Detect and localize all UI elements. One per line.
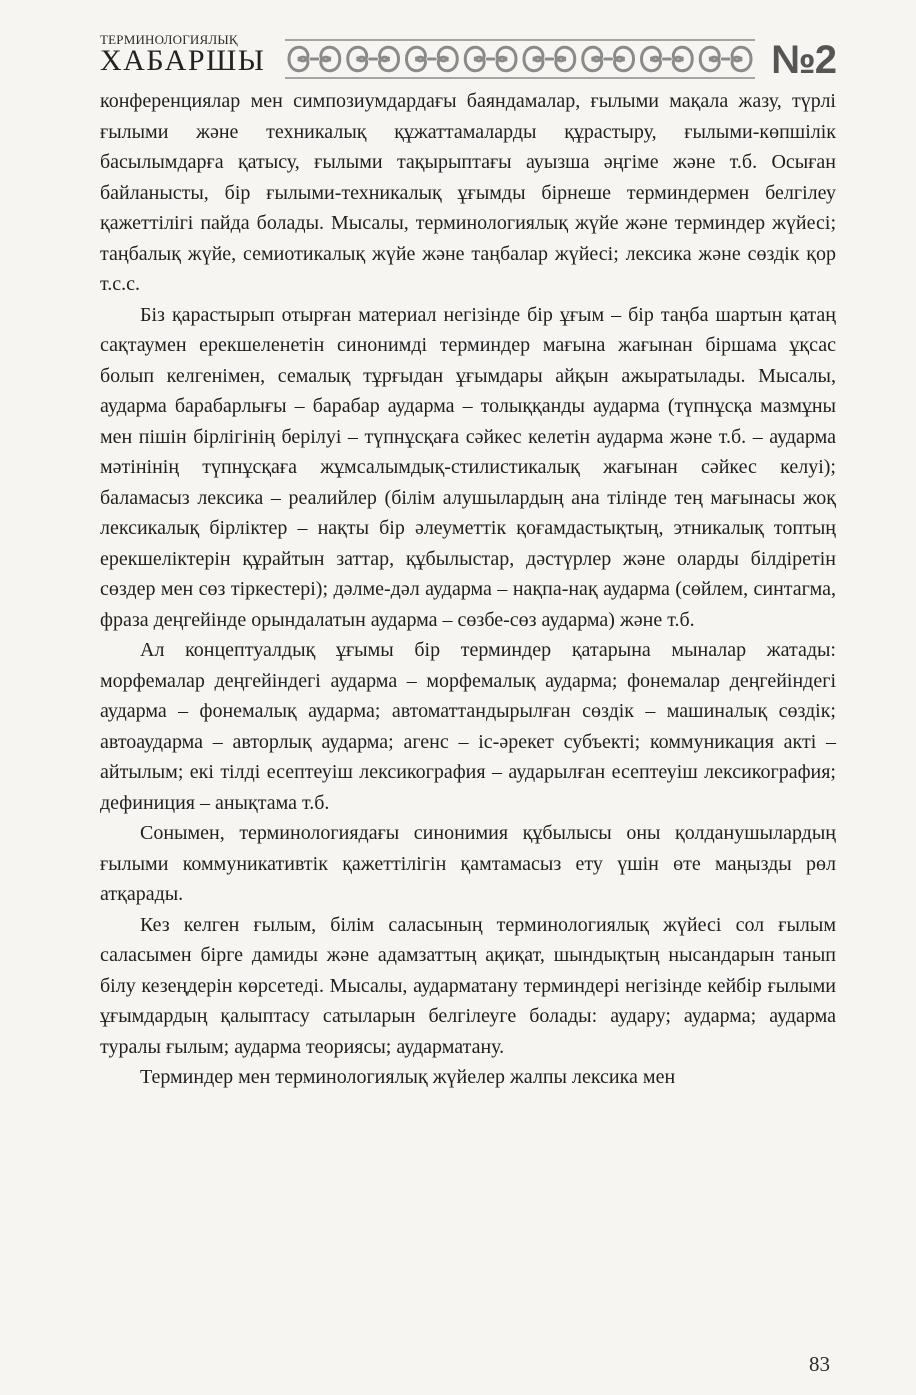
journal-title-small: ТЕРМИНОЛОГИЯЛЫҚ xyxy=(100,32,238,47)
ornament-motif xyxy=(465,47,516,70)
paragraph: Ал концептуалдық ұғымы бір терминдер қатарына мыналар жатады: морфемалар деңгейіндегі аударма – морфемалық аударма; фонемалар деңгейіндегі аударма – фонемалық аударма; автоматтандырылған сөздік – машиналық сөздік; автоаударма – авторлық аударма; агенс – іс-әрекет субъекті; коммуникация акті – айтылым; екі тілді есептеуіш лексикография – аударылған есептеуіш лексикография; дефиниция – анықтама т.б. xyxy=(100,639,836,814)
paragraph-truncated: Терминдер мен терминологиялық жүйелер жалпы лексика мен xyxy=(140,1066,676,1088)
paragraph: Біз қарастырып отырған материал негізінде бір ұғым – бір таңба шартын қатаң сақтаумен ерекшеленетін синонимді терминдер мағына жағынан біршама ұқсас болып келгенімен, семалық тұрғыдан ұғымдары айқын ажыратылады. Мысалы, аударма барабарлығы – барабар аударма – толыққанды аударма (түпнұсқа мазмұны мен пішін бірлігінің берілуі – түпнұсқаға сәйкес келетін аударма және т.б. – аударма мәтінінің түпнұсқаға жұмсалымдық-стилистикалық жағынан сәйкес келуі); баламасыз лексика – реалийлер (білім алушылардың ана тілінде тең мағынасы жоқ лексикалық бірліктер – нақты бір әлеуметтік қоғамдастықтың, этникалық топтың ерекшеліктерін құрайтын заттар, құбылыстар, дәстүрлер және оларды білдіретін сөздер мен сөз тіркестері); дәлме-дәл аударма – нақпа-нақ аударма (сөйлем, синтагма, фраза деңгейінде орындалатын аударма – сөзбе-сөз аударма) және т.б. xyxy=(100,303,836,631)
ornament-motif xyxy=(289,47,340,70)
paragraph-continuation: конференциялар мен симпозиумдардағы баяндамалар, ғылыми мақала жазу, түрлі ғылыми және техникалық құжаттамаларды құрастыру, ғылыми-көпшілік басылымдарға қатысу, ғылыми тақырыптағы ауызша әңгіме және т.б. Осыған байланысты, бір ғылыми-техникалық ұғымды бірнеше терминдермен белгілеу қажеттілігі пайда болады. Мысалы, терминологиялық жүйе және терминдер жүйесі; таңбалық жүйе, семиотикалық жүйе және таңбалар жүйесі; лексика және сөздік қор т.с.с. xyxy=(100,90,836,295)
article-body xyxy=(100,86,836,1093)
paragraph: Сонымен, терминологиядағы синонимия құбылысы оны қолданушылардың ғылыми коммуникативтік қажеттілігін қамтамасыз ету үшін өте маңызды рөл атқарады. xyxy=(100,822,836,905)
ornament-motif xyxy=(583,47,634,70)
ornament-motif xyxy=(524,47,575,70)
ornament-motif xyxy=(700,47,751,70)
paragraph: Кез келген ғылым, білім саласының терминологиялық жүйесі сол ғылым саласымен бірге дамиды және адамзаттың ақиқат, шындықтың нысандарын танып білу кезеңдерін көрсетеді. Мысалы, аударматану терминдері негізінде кейбір ғылыми ұғымдардың қалыптасу сатыларын белгілеуге болады: аудару; аударма; аударма туралы ғылым; аударма теориясы; аударматану. xyxy=(100,913,836,1058)
journal-title-large: ХАБАРШЫ xyxy=(100,44,266,77)
kazakh-ornament-icon xyxy=(285,38,755,80)
ornament-motif xyxy=(407,47,458,70)
running-header xyxy=(100,20,836,82)
ornament-motif xyxy=(642,47,693,70)
page-number: 83 xyxy=(809,1352,830,1376)
issue-number: №2 xyxy=(771,38,836,82)
ornament-motif xyxy=(348,47,399,70)
